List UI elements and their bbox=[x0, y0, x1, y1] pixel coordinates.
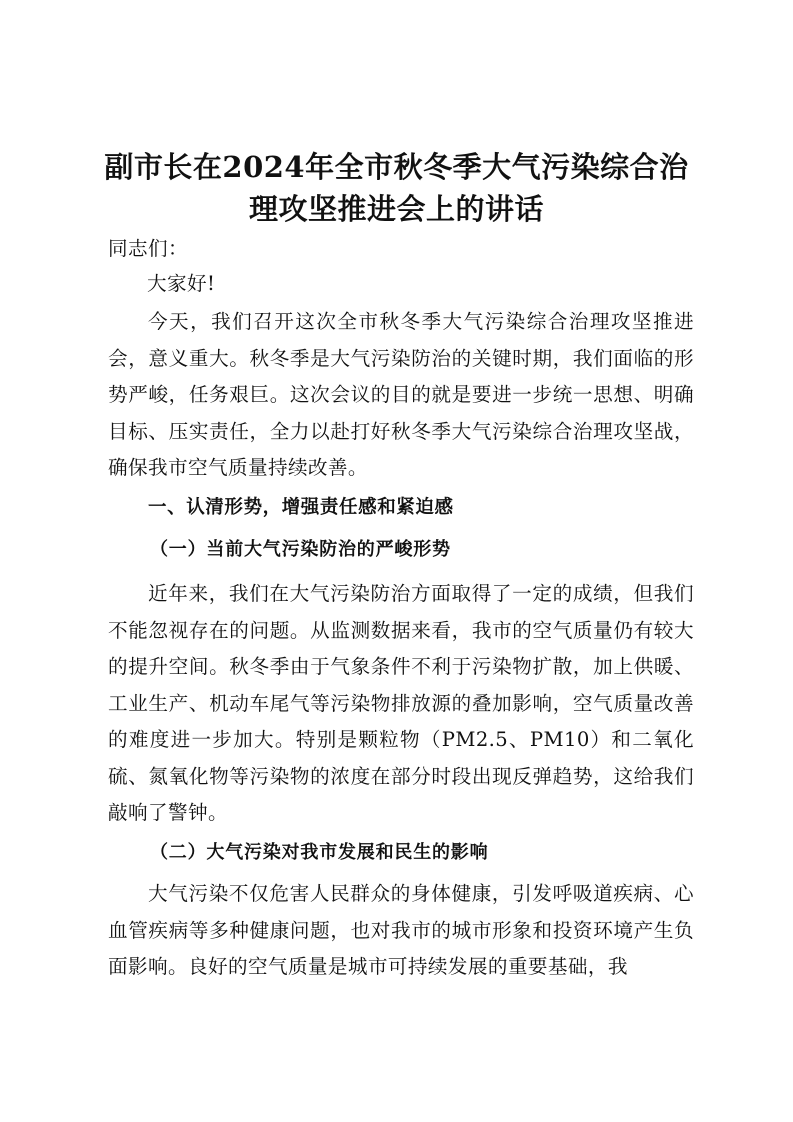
paragraph-impact: 大气污染不仅危害人民群众的身体健康，引发呼吸道疾病、心血管疾病等多种健康问题，也对我市的城市形象和投资环境产生负面影响。良好的空气质量是城市可持续发展的重要基础，我 bbox=[108, 882, 694, 978]
greeting: 大家好! bbox=[147, 272, 216, 295]
salutation: 同志们： bbox=[108, 237, 188, 260]
paragraph-situation: 近年来，我们在大气污染防治方面取得了一定的成绩，但我们不能忽视存在的问题。从监测数据来看，我市的空气质量仍有较大的提升空间。秋冬季由于气象条件不利于污染物扩散，加上供暖、工业生产、机动车尾气等污染物排放源的叠加影响，空气质量改善的难度进一步加大。特别是颗粒物（PM2.5、PM10）和二氧化硫、氮氧化物等污染物的浓度在部分时段出现反弹趋势，这给我们敲响了警钟。 bbox=[108, 582, 694, 824]
document-title-line-1: 副市长在2024年全市秋冬季大气污染综合治 bbox=[104, 150, 689, 184]
paragraph-intro: 今天，我们召开这次全市秋冬季大气污染综合治理攻坚推进会，意义重大。秋冬季是大气污染防治的关键时期，我们面临的形势严峻，任务艰巨。这次会议的目的就是要进一步统一思想、明确目标、压实责任，全力以赴打好秋冬季大气污染综合治理攻坚战，确保我市空气质量持续改善。 bbox=[108, 310, 694, 479]
document-title-line-2: 理攻坚推进会上的讲话 bbox=[248, 192, 544, 226]
subsection-heading-2: （二）大气污染对我市发展和民生的影响 bbox=[150, 842, 489, 863]
subsection-heading-1: （一）当前大气污染防治的严峻形势 bbox=[150, 539, 451, 560]
section-heading-1: 一、认清形势，增强责任感和紧迫感 bbox=[148, 497, 454, 518]
